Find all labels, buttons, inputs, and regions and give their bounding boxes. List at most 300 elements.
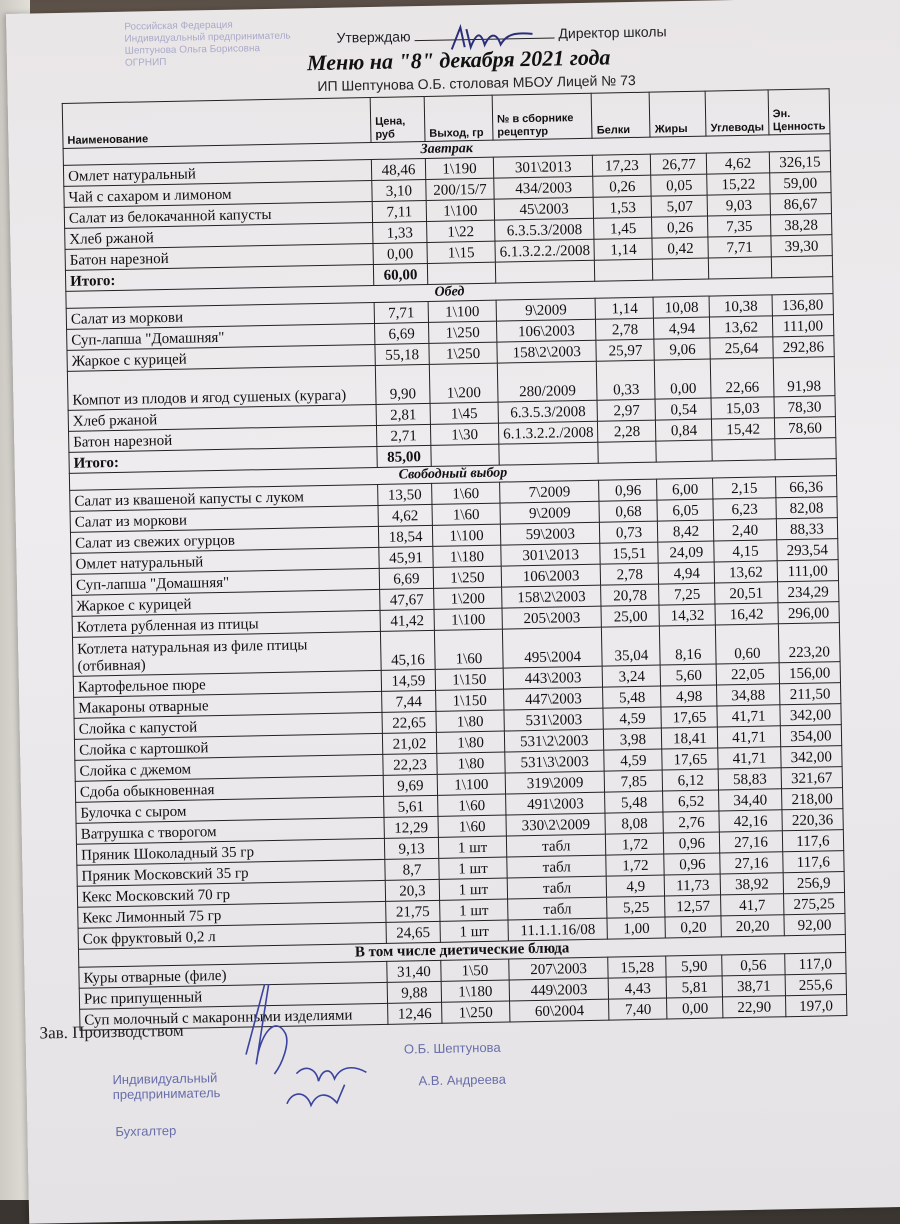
dish-recipe: 301\2013 [501, 543, 601, 566]
dish-price: 8,7 [385, 858, 439, 880]
dish-proteins: 1,53 [594, 196, 652, 218]
dish-name: Батон нарезной [65, 243, 373, 270]
col-name: Наименование [62, 98, 371, 149]
dish-price: 7,11 [372, 200, 426, 222]
dish-proteins: 0,26 [593, 175, 651, 197]
dish-yield: 200/15/7 [426, 178, 494, 200]
dish-proteins: 1,72 [606, 854, 664, 876]
dish-name: Хлеб ржаной [65, 223, 373, 250]
dish-yield: 1\100 [437, 773, 505, 795]
dish-price: 13,50 [378, 483, 432, 505]
dish-carbs: 22,66 [711, 358, 774, 398]
dish-fats: 4,94 [654, 317, 710, 339]
dish-carbs: 13,62 [715, 561, 778, 583]
stamp-name-1: О.Б. Шептунова [403, 1039, 501, 1057]
dish-price: 6,69 [379, 567, 433, 589]
dish-proteins: 3,24 [603, 665, 661, 687]
dish-fats: 6,00 [657, 478, 713, 500]
dish-energy: 66,36 [775, 476, 837, 498]
dish-proteins: 5,48 [603, 686, 661, 708]
dish-price: 9,90 [375, 364, 430, 404]
dish-price: 48,46 [371, 158, 425, 180]
dish-recipe: 449\2003 [509, 978, 609, 1001]
dish-name: Салат из белокачанной капусты [64, 202, 372, 229]
dish-price: 2,81 [376, 403, 430, 425]
dish-energy: 86,67 [770, 193, 832, 215]
dish-energy: 111,00 [777, 560, 839, 582]
dish-yield: 1\60 [432, 503, 500, 525]
dish-energy: 156,00 [779, 662, 841, 684]
dish-proteins: 2,78 [596, 318, 654, 340]
dish-fats: 2,76 [663, 811, 719, 833]
dish-name: Ватрушка с творогом [76, 817, 384, 844]
dish-yield: 1\100 [432, 524, 500, 546]
dish-fats: 0,96 [664, 832, 720, 854]
dish-carbs: 13,62 [710, 316, 773, 338]
dish-proteins: 15,51 [600, 542, 658, 564]
dish-recipe: 158\2\2003 [497, 340, 597, 363]
dish-recipe: 7\2009 [500, 480, 600, 503]
dish-price: 7,44 [382, 690, 436, 712]
dish-price: 9,13 [384, 837, 438, 859]
dish-proteins: 35,04 [602, 626, 661, 666]
dish-recipe: 531\3\2003 [505, 750, 605, 773]
dish-fats: 5,81 [667, 976, 723, 998]
dish-energy: 354,00 [780, 725, 842, 747]
dish-price: 24,65 [386, 921, 440, 943]
dish-price: 47,67 [380, 588, 434, 610]
dish-energy: 223,20 [778, 623, 840, 663]
dish-recipe: 6.3.5.3/2008 [498, 400, 598, 423]
dish-fats: 4,94 [659, 562, 715, 584]
dish-name: Суп молочный с макаронными изделиями [80, 1003, 388, 1030]
dish-carbs: 15,22 [707, 173, 770, 195]
dish-recipe: табл [507, 876, 607, 899]
dish-energy: 117,6 [782, 830, 844, 852]
dish-price: 22,23 [383, 753, 437, 775]
dish-yield: 1 шт [439, 857, 507, 879]
dish-recipe: табл [506, 834, 606, 857]
dish-price: 4,62 [378, 504, 432, 526]
empty-cell [595, 259, 653, 281]
dish-price: 45,16 [380, 630, 435, 670]
empty-cell [431, 444, 499, 466]
dish-fats: 14,32 [659, 604, 715, 626]
stamp-entrepreneur: Индивидуальный предприниматель [112, 1070, 221, 1103]
dish-proteins: 25,97 [596, 339, 654, 361]
dish-yield: 1\60 [432, 482, 500, 504]
dish-carbs: 22,05 [717, 663, 780, 685]
menu-table-body [63, 134, 847, 1031]
dish-proteins: 2,97 [597, 399, 655, 421]
dish-proteins: 0,68 [599, 500, 657, 522]
section-title: Завтрак [63, 134, 830, 166]
dish-carbs: 7,71 [708, 236, 771, 258]
dish-price: 0,00 [373, 242, 427, 264]
dish-yield: 1\30 [430, 423, 498, 445]
dish-yield: 1\250 [429, 342, 497, 364]
empty-cell [427, 262, 495, 284]
dish-name: Рис припущенный [79, 982, 387, 1009]
dish-energy: 136,80 [772, 294, 834, 316]
dish-carbs: 38,71 [723, 975, 786, 997]
dish-recipe: 158\2\2003 [502, 585, 602, 608]
dish-yield: 1\190 [425, 157, 493, 179]
dish-carbs: 20,20 [721, 915, 784, 937]
dish-proteins: 2,28 [598, 420, 656, 442]
approve-label: Утверждаю [336, 28, 411, 46]
dish-price: 5,61 [384, 795, 438, 817]
dish-recipe: 330\2\2009 [506, 813, 606, 836]
dish-yield: 1\250 [428, 321, 496, 343]
footer-signatures [224, 972, 407, 1125]
dish-recipe: 495\2004 [502, 627, 602, 668]
dish-proteins: 8,08 [605, 812, 663, 834]
dish-proteins: 4,59 [604, 749, 662, 771]
dish-energy: 211,50 [779, 683, 841, 705]
dish-energy: 59,00 [769, 172, 831, 194]
dish-recipe: табл [507, 855, 607, 878]
dish-recipe: 106\2003 [496, 319, 596, 342]
dish-energy: 78,60 [774, 417, 836, 439]
school-stamp: Российская Федерация Индивидуальный предприниматель Шептунова Ольга Борисовна ОГРНИП [124, 19, 291, 69]
dish-fats: 26,77 [651, 153, 707, 175]
stamp-accountant: Бухгалтер [115, 1122, 177, 1140]
dish-fats: 0,26 [652, 216, 708, 238]
dish-carbs: 2,40 [714, 519, 777, 541]
dish-carbs: 27,16 [720, 831, 783, 853]
dish-fats: 11,73 [665, 874, 721, 896]
dish-fats: 5,60 [661, 664, 717, 686]
dish-name: Суп-лапша "Домашняя" [71, 568, 379, 595]
dish-yield: 1 шт [438, 836, 506, 858]
director-label: Директор школы [558, 23, 667, 42]
dish-name: Хлеб ржаной [68, 404, 376, 431]
dish-yield: 1 шт [439, 878, 507, 900]
dish-proteins: 3,98 [604, 728, 662, 750]
dish-carbs: 9,03 [708, 194, 771, 216]
dish-yield: 1\150 [436, 689, 504, 711]
dish-name: Суп-лапша "Домашняя" [67, 323, 375, 350]
dish-yield: 1\200 [429, 363, 498, 403]
dish-proteins: 1,72 [606, 833, 664, 855]
dish-fats: 7,25 [659, 583, 715, 605]
total-label: Итого: [69, 446, 377, 473]
dish-carbs: 25,64 [710, 337, 773, 359]
dish-name: Кекс Московский 70 гр [77, 880, 385, 907]
dish-price: 12,29 [384, 816, 438, 838]
dish-yield: 1\80 [436, 731, 504, 753]
dish-proteins: 0,33 [597, 360, 656, 400]
dish-recipe: 301\2013 [493, 155, 593, 178]
dish-fats: 6,12 [663, 769, 719, 791]
dish-price: 14,59 [381, 669, 435, 691]
dish-price: 9,88 [387, 981, 441, 1003]
dish-carbs: 38,92 [721, 873, 784, 895]
empty-cell [709, 257, 772, 279]
dish-recipe: 205\2003 [502, 606, 602, 629]
dish-yield: 1\60 [438, 794, 506, 816]
dish-price: 9,69 [383, 774, 437, 796]
dish-yield: 1\180 [433, 545, 501, 567]
dish-recipe: 280/2009 [497, 361, 597, 402]
dish-energy: 342,00 [780, 746, 842, 768]
menu-document [6, 0, 900, 1224]
dish-carbs: 58,83 [719, 768, 782, 790]
dish-proteins: 1,45 [594, 217, 652, 239]
dish-recipe: табл [508, 897, 608, 920]
dish-yield: 1\80 [437, 752, 505, 774]
dish-proteins: 4,9 [607, 875, 665, 897]
dish-energy: 342,00 [780, 704, 842, 726]
dish-energy: 88,33 [776, 518, 838, 540]
col-fats: Жиры [650, 91, 707, 137]
dish-energy: 296,00 [778, 602, 840, 624]
dish-price: 41,42 [380, 609, 434, 631]
dish-proteins: 20,78 [601, 584, 659, 606]
dish-proteins: 15,28 [608, 956, 666, 978]
dish-carbs: 6,23 [713, 498, 776, 520]
dish-carbs: 0,60 [716, 624, 779, 664]
dish-carbs: 41,71 [717, 705, 780, 727]
dish-fats: 17,65 [661, 706, 717, 728]
dish-name: Слойка с картошкой [74, 733, 382, 760]
dish-name: Чай с сахаром и лимоном [64, 181, 372, 208]
page-title: Меню на "8" декабря 2021 года [306, 44, 611, 76]
dish-recipe: 45\2003 [494, 197, 594, 220]
dish-carbs: 34,88 [717, 684, 780, 706]
dish-energy: 39,30 [771, 235, 833, 257]
dish-proteins: 0,73 [600, 521, 658, 543]
dish-energy: 293,54 [776, 539, 838, 561]
dish-recipe: 11.1.1.16/08 [508, 918, 608, 941]
total-value: 60,00 [373, 263, 427, 285]
dish-proteins: 5,48 [605, 791, 663, 813]
dish-proteins: 4,43 [609, 977, 667, 999]
dish-name: Булочка с сыром [76, 796, 384, 823]
dish-proteins: 1,14 [595, 297, 653, 319]
dish-name: Салат из моркови [70, 505, 378, 532]
dish-recipe: 434/2003 [494, 176, 594, 199]
col-yield: Выход, гр [424, 95, 493, 141]
dish-energy: 117,6 [782, 851, 844, 873]
col-recipe: № в сборнике рецептур [492, 93, 592, 140]
dish-energy: 255,6 [785, 974, 847, 996]
dish-carbs: 10,38 [709, 295, 772, 317]
dish-energy: 218,00 [781, 788, 843, 810]
dish-price: 18,54 [378, 525, 432, 547]
dish-name: Картофельное пюре [73, 670, 381, 697]
dish-recipe: 447\2003 [504, 687, 604, 710]
dish-price: 1,33 [373, 221, 427, 243]
dish-name: Кекс Лимонный 75 гр [78, 901, 386, 928]
dish-fats: 6,52 [663, 790, 719, 812]
dish-recipe: 60\2004 [510, 999, 610, 1022]
dish-energy: 292,86 [773, 336, 835, 358]
dish-fats: 8,16 [660, 625, 717, 665]
dish-fats: 6,05 [657, 499, 713, 521]
dish-fats: 0,54 [655, 398, 711, 420]
menu-table [62, 88, 848, 1031]
dish-fats: 0,05 [651, 174, 707, 196]
dish-fats: 0,42 [652, 237, 708, 259]
dish-yield: 1 шт [440, 899, 508, 921]
dish-yield: 1\45 [430, 402, 498, 424]
dish-price: 22,65 [382, 711, 436, 733]
dish-energy: 234,29 [777, 581, 839, 603]
dish-name: Котлета натуральная из филе птицы (отбивная) [72, 631, 381, 676]
dish-fats: 0,96 [664, 853, 720, 875]
dish-energy: 326,15 [769, 151, 831, 173]
dish-proteins: 1,14 [594, 238, 652, 260]
dish-recipe: 319\2009 [505, 771, 605, 794]
dish-recipe: 9\2009 [496, 298, 596, 321]
dish-name: Батон нарезной [69, 425, 377, 452]
dish-proteins: 7,40 [609, 998, 667, 1020]
dish-carbs: 22,90 [723, 996, 786, 1018]
dish-yield: 1\180 [441, 980, 509, 1002]
dish-recipe: 106\2003 [501, 564, 601, 587]
dish-carbs: 7,35 [708, 215, 771, 237]
dish-energy: 92,00 [784, 914, 846, 936]
dish-recipe: 531\2003 [504, 708, 604, 731]
dish-name: Макароны отварные [74, 691, 382, 718]
dish-energy: 82,08 [776, 497, 838, 519]
dish-yield: 1\250 [442, 1001, 510, 1023]
dish-fats: 5,90 [666, 955, 722, 977]
dish-proteins: 0,96 [599, 479, 657, 501]
dish-fats: 5,07 [652, 195, 708, 217]
dish-recipe: 6.1.3.2.2./2008 [495, 239, 595, 262]
dish-carbs: 15,03 [711, 397, 774, 419]
dish-recipe: 443\2003 [503, 666, 603, 689]
dish-price: 31,40 [387, 960, 441, 982]
dish-yield: 1\15 [427, 241, 495, 263]
empty-cell [656, 440, 712, 462]
dish-yield: 1\60 [438, 815, 506, 837]
dish-fats: 18,41 [662, 727, 718, 749]
dish-yield: 1\150 [435, 668, 503, 690]
dish-name: Слойка с джемом [75, 754, 383, 781]
dish-recipe: 207\2003 [509, 957, 609, 980]
section-title: В том числе диетические блюда [78, 935, 845, 968]
dish-name: Котлета рубленная из птицы [72, 610, 380, 637]
dish-carbs: 16,42 [715, 603, 778, 625]
dish-carbs: 42,16 [719, 810, 782, 832]
dish-name: Компот из плодов и ягод сушеных (курага) [67, 365, 376, 410]
dish-name: Слойка с капустой [74, 712, 382, 739]
empty-cell [598, 441, 656, 463]
dish-fats: 0,00 [655, 359, 712, 399]
dish-energy: 197,0 [785, 995, 847, 1017]
dish-price: 6,69 [375, 322, 429, 344]
dish-name: Пряник Московский 35 гр [77, 859, 385, 886]
dish-energy: 91,98 [773, 357, 835, 397]
dish-price: 12,46 [388, 1002, 442, 1024]
dish-fats: 0,20 [665, 916, 721, 938]
dish-carbs: 2,15 [713, 477, 776, 499]
dish-fats: 17,65 [662, 748, 718, 770]
empty-cell [495, 260, 595, 283]
dish-price: 3,10 [372, 179, 426, 201]
dish-energy: 321,67 [781, 767, 843, 789]
dish-proteins: 17,23 [593, 154, 651, 176]
col-price: Цена, руб [370, 96, 425, 142]
dish-recipe: 531\2\2003 [504, 729, 604, 752]
total-label: Итого: [65, 264, 373, 291]
dish-name: Омлет натуральный [63, 160, 371, 187]
dish-yield: 1\250 [433, 566, 501, 588]
dish-name: Жаркое с курицей [72, 589, 380, 616]
dish-yield: 1\100 [428, 300, 496, 322]
dish-yield: 1\50 [441, 959, 509, 981]
dish-energy: 38,28 [770, 214, 832, 236]
col-proteins: Белки [592, 92, 651, 138]
dish-fats: 0,84 [656, 419, 712, 441]
dish-price: 45,91 [379, 546, 433, 568]
dish-carbs: 34,40 [719, 789, 782, 811]
dish-carbs: 4,15 [714, 540, 777, 562]
dish-recipe: 9\2009 [500, 501, 600, 524]
dish-fats: 10,08 [653, 296, 709, 318]
dish-carbs: 41,7 [721, 894, 784, 916]
section-title: Свободный выбор [69, 459, 836, 491]
dish-energy: 117,0 [784, 953, 846, 975]
dish-name: Сок фруктовый 0,2 л [78, 922, 386, 949]
dish-proteins: 2,78 [601, 563, 659, 585]
dish-fats: 8,42 [658, 520, 714, 542]
dish-price: 21,02 [382, 732, 436, 754]
dish-name: Омлет натуральный [71, 547, 379, 574]
dish-carbs: 41,71 [718, 747, 781, 769]
section-title: Обед [66, 277, 833, 309]
dish-energy: 256,9 [783, 872, 845, 894]
dish-yield: 1\60 [434, 629, 503, 669]
empty-cell [653, 258, 709, 280]
dish-energy: 78,30 [774, 396, 836, 418]
dish-yield: 1\80 [436, 710, 504, 732]
dish-price: 21,75 [386, 900, 440, 922]
dish-energy: 111,00 [772, 315, 834, 337]
head-of-production-label: Зав. Производством [39, 1020, 184, 1043]
dish-carbs: 4,62 [707, 152, 770, 174]
dish-yield: 1\22 [427, 220, 495, 242]
dish-name: Салат из квашеной капусты с луком [70, 484, 378, 511]
dish-yield: 1\100 [434, 608, 502, 630]
empty-cell [499, 442, 599, 465]
dish-recipe: 6.3.5.3/2008 [495, 218, 595, 241]
dish-recipe: 6.1.3.2.2./2008 [498, 421, 598, 444]
dish-carbs: 0,56 [722, 954, 785, 976]
col-carbs: Углеводы [706, 90, 769, 136]
empty-cell [771, 256, 833, 278]
dish-yield: 1 шт [440, 920, 508, 942]
dish-fats: 24,09 [658, 541, 714, 563]
stamp-name-2: А.В. Андреева [418, 1071, 506, 1089]
dish-carbs: 27,16 [720, 852, 783, 874]
page-subtitle: ИП Шептунова О.Б. столовая МБОУ Лицей № 73 [317, 71, 636, 95]
dish-recipe: 491\2003 [506, 792, 606, 815]
dish-name: Салат из моркови [66, 302, 374, 329]
dish-recipe: 59\2003 [500, 522, 600, 545]
dish-fats: 12,57 [665, 895, 721, 917]
dish-name: Жаркое с курицей [67, 344, 375, 371]
dish-name: Сдоба обыкновенная [75, 775, 383, 802]
dish-carbs: 15,42 [712, 418, 775, 440]
dish-price: 55,18 [375, 343, 429, 365]
dish-energy: 275,25 [783, 893, 845, 915]
dish-price: 20,3 [385, 879, 439, 901]
